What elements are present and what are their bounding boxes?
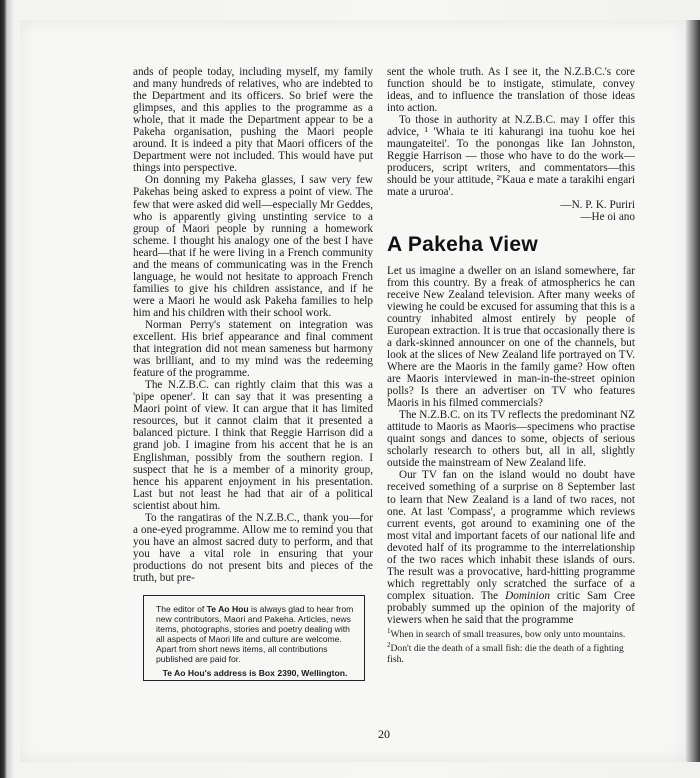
left-paragraph-5: To the rangatiras of the N.Z.B.C., thank you—for a one-eyed programme. Allow me to remind you that you have an almost sacred duty to perform, and that you have a vital role in ensuring that your productions do not present bits and pieces of the truth, but pre-: [133, 511, 373, 584]
page-gutter-shadow: [686, 20, 700, 762]
magazine-address: Te Ao Hou's address is Box 2390, Wellington.: [162, 668, 348, 678]
left-paragraph-3: Norman Perry's statement on integration was excellent. His brief appearance and final comment that integration did not mean sameness but harmony was brilliant, and to my mind was the redeeming feature of the programme.: [133, 318, 373, 380]
left-paragraph-2: On donning my Pakeha glasses, I saw very few Pakehas being asked to express a point of view. The few that were asked did well—especially Mr Geddes, who is apparently giving unstinting service to a group of Maori people by running a homework scheme. I thought his analogy one of the best I have heard—that if he were living in a French community and the means of communicating was in the French language, he would not hesitate to approach French families to give his children assistance, and if he were a Maori he would ask Pakeha families to help him and his children with their school work.: [133, 174, 373, 319]
right-paragraph-3: Let us imagine a dweller on an island somewhere, far from this country. By a freak of atmospherics he can receive New Zealand television. After many weeks of viewing he could be excused for assuming that this is a country inhabited almost entirely by people of European extraction. It is true that occasionally there is a dark-skinned announcer on one of the channels, but look at the slices of New Zealand life portrayed on TV. Where are the Maoris in the family game? How often are Maoris interviewed in man-in-the-street opinion polls? Is there an advertiser on TV who features Maoris in his filmed commercials?: [387, 264, 635, 410]
right-paragraph-2: To those in authority at N.Z.B.C. may I offer this advice, ¹ 'Whaia te iti kahurangi ina tuohu koe hei maungateitei'. To the ponongas like Ian Johnston, Reggie Harrison — those who have to do the work—producers, script writers, and commentators—this should be your attitude, ²'Kaua e mate a tarakihi engari mate a ururoa'.: [387, 114, 635, 199]
footnote-2: $^2$Don't die the death of a small fish: die the death of a fighting fish.: [387, 641, 624, 665]
newspaper-name: Dominion: [505, 589, 550, 602]
sign-off: —He oi ano: [580, 210, 635, 223]
author-signature: —N. P. K. Puriri: [560, 198, 635, 211]
right-paragraph-1: sent the whole truth. As I see it, the N.Z.B.C.'s core function should be to instigate, stimulate, convey ideas, and to influence the translation of those ideas into action.: [387, 66, 635, 115]
magazine-name: Te Ao Hou: [206, 604, 249, 614]
left-column: [133, 66, 373, 584]
article-heading: A Pakeha View: [387, 232, 538, 256]
left-paragraph-1: ands of people today, including myself, my family and many hundreds of relatives, who are indebted to the Department and its officers. So brief were the glimpses, and this applies to the programme as a whole, that it made the Department appear to be a Pakeha organisation, pushing the Maori people around. It is indeed a pity that Maori officers of the Department were not included. This would have put things into perspective.: [133, 66, 373, 175]
page-number: 20: [378, 727, 390, 741]
right-column: [387, 66, 635, 665]
notice-text: The editor of Te Ao Hou is always glad to hear from new contributors, Maori and Pakeha. Articles, news items, photographs, stories and poetry dealing with all aspects of Maori life and culture are welcome. Apart from short news items, all contributions published are paid for.: [156, 604, 354, 664]
footnote-1: $^1$When in search of small treasures, bow only unto mountains.: [387, 627, 626, 641]
editor-notice-box: [143, 595, 365, 681]
left-paragraph-4: The N.Z.B.C. can rightly claim that this was a 'pipe opener'. It can say that it was presenting a Maori point of view. It can argue that it has limited resources, but it cannot claim that it presented a balanced picture. I think that Reggie Harrison did a grand job. I imagine from his accent that he is an Englishman, possibly from the southern region. I suspect that he is a member of a minority group, hence his apparent enjoyment in his presentation. Last but not least he had that air of a political scientist about him.: [133, 379, 373, 512]
right-paragraph-5: Our TV fan on the island would no doubt have received something of a surprise on 8 September last to learn that New Zealand is a land of two races, not one. At last 'Compass', a programme which reviews current events, got around to examining one of the most vital and important facets of our national life and devoted half of its programme to the interrelationship of the two races which inhabit these islands of ours. The result was a provocative, hard-hitting programme which regrettably only scratched the surface of a complex situation. The Dominion critic Sam Cree probably summed up the opinion of the majority of viewers when he said that the programme: [387, 469, 635, 626]
right-paragraph-4: The N.Z.B.C. on its TV reflects the predominant NZ attitude to Maoris as Maoris—specimens who practise quaint songs and dances to some, objects of serious scholarly research to others but, all in all, slightly outside the mainstream of New Zealand life.: [387, 409, 635, 470]
